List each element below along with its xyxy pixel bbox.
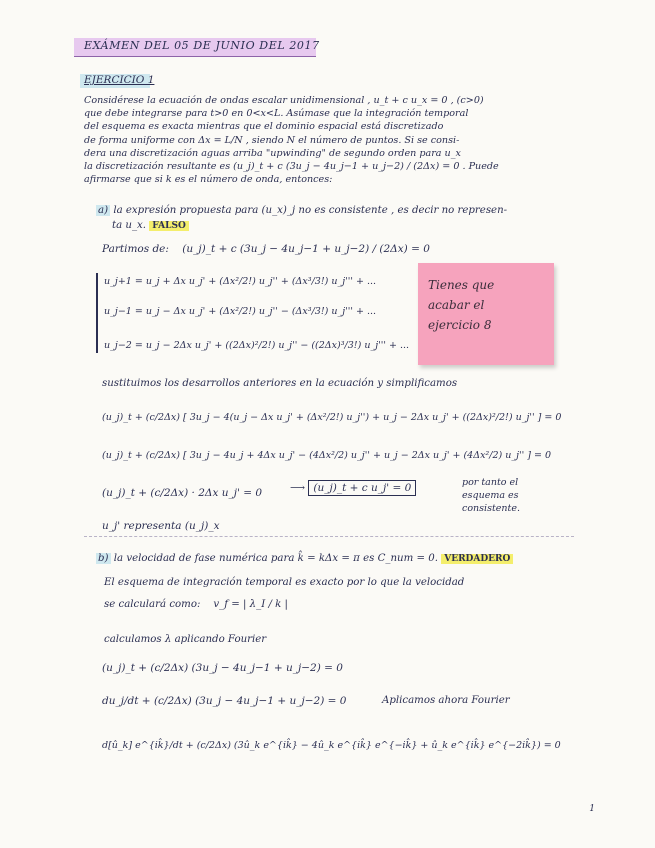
phase-velocity-formula: v_f = | λ_I / k | [213, 599, 288, 610]
result-box: (u_j)_t + c u_j' = 0 [308, 480, 416, 496]
section-separator [84, 536, 574, 537]
sticky-note-line: acabar el [428, 298, 485, 312]
fourier-note: Aplicamos ahora Fourier [382, 695, 510, 706]
taylor-expansion: u_j−2 = u_j − 2Δx u_j' + ((2Δx)²/2!) u_j'' − ((2Δx)³/3!) u_j''' + ... [104, 340, 410, 351]
a-start [102, 243, 430, 255]
part-b-verdict: VERDADERO [441, 554, 513, 564]
sticky-note-line: ejercicio 8 [428, 318, 492, 332]
part-a-line2: ta u_x. [112, 220, 147, 231]
fourier-equation: du_j/dt + (c/2Δx) (3u_j − 4u_j−1 + u_j−2) = 0 [102, 695, 347, 707]
result-note-line: por tanto el [462, 477, 519, 488]
part-a-line1: la expresión propuesta para (u_x)_j no es consistente , es decir no represen- [113, 205, 508, 216]
a-start-equation: (u_j)_t + c (3u_j − 4u_j−1 + u_j−2) / (2Δx) = 0 [182, 243, 430, 255]
page-title: EXÁMEN DEL 05 DE JUNIO DEL 2017 [84, 39, 320, 52]
intro-line: dera una discretización aguas arriba "upwinding" de segundo orden para u_x [84, 147, 461, 159]
intro-line: afirmarse que si k es el número de onda, entonces: [84, 174, 333, 186]
substitute-text: sustituimos los desarrollos anteriores en la ecuación y simplificamos [102, 378, 458, 389]
result-note-line: consistente. [462, 503, 520, 514]
intro-line: la discretización resultante es (u_j)_t + c (3u_j − 4u_j−1 + u_j−2) / (2Δx) = 0 . Puede [84, 161, 499, 173]
intro-line: de forma uniforme con Δx = L/N , siendo N el número de puntos. Si se consi- [84, 134, 460, 146]
part-b-label: b) [98, 553, 109, 564]
part-a-question-cont [112, 220, 189, 231]
intro-line: del esquema es exacta mientras que el dominio espacial está discretizado [84, 121, 444, 133]
b-line: El esquema de integración temporal es exacto por lo que la velocidad [104, 577, 465, 588]
taylor-expansion: u_j+1 = u_j + Δx u_j' + (Δx²/2!) u_j'' + (Δx³/3!) u_j''' + ... [104, 276, 377, 287]
intro-paragraph [84, 94, 584, 186]
b-line-vf [104, 599, 288, 610]
fourier-equation: d[û_k] e^{ik̂}/dt + (c/2Δx) (3û_k e^{ik̂} − 4û_k e^{ik̂} e^{−ik̂} + û_k e^{ik̂} e^{−2ik̂}) = 0 [102, 740, 561, 751]
fourier-intro: calculamos λ aplicando Fourier [104, 634, 267, 645]
substitution-equation: (u_j)_t + (c/2Δx) [ 3u_j − 4u_j + 4Δx u_j' − (4Δx²/2) u_j'' + u_j − 2Δx u_j' + (4Δx²/2) u_j'' ] = 0 [102, 450, 552, 461]
sticky-note-line: Tienes que [428, 278, 495, 292]
result-note-line: esquema es [462, 490, 519, 501]
substitution-equation: (u_j)_t + (c/2Δx) · 2Δx u_j' = 0 [102, 487, 263, 499]
page-number: 1 [589, 804, 595, 814]
substitution-equation: (u_j)_t + (c/2Δx) [ 3u_j − 4(u_j − Δx u_j' + (Δx²/2!) u_j'') + u_j − 2Δx u_j' + ((2Δx)²/2!) u_j'' ] = 0 [102, 412, 562, 423]
part-b-text: la velocidad de fase numérica para k̂ = kΔx = π es C_num = 0. [113, 553, 438, 564]
result-note [462, 476, 520, 515]
taylor-brace [96, 273, 98, 353]
part-a-question [96, 205, 507, 216]
fourier-equation: (u_j)_t + (c/2Δx) (3u_j − 4u_j−1 + u_j−2) = 0 [102, 662, 343, 674]
sticky-note [418, 263, 554, 365]
a-start-text: Partimos de: [102, 243, 169, 255]
intro-line: Considérese la ecuación de ondas escalar unidimensional , u_t + c u_x = 0 , (c>0) [84, 95, 484, 106]
taylor-expansion: u_j−1 = u_j − Δx u_j' + (Δx²/2!) u_j'' − (Δx³/3!) u_j''' + ... [104, 306, 377, 317]
arrow-icon: ⟶ [290, 482, 306, 494]
result-line [290, 482, 416, 494]
part-b-question [96, 553, 513, 564]
b-line: se calculará como: [104, 599, 201, 610]
part-a-label: a) [98, 205, 109, 216]
section-label: EJERCICIO 1 [84, 74, 155, 86]
part-a-verdict: FALSO [149, 221, 189, 231]
intro-line: que debe integrarse para t>0 en 0<x<L. Asúmase que la integración temporal [84, 108, 469, 120]
represents-line: u_j' representa (u_j)_x [102, 520, 220, 532]
